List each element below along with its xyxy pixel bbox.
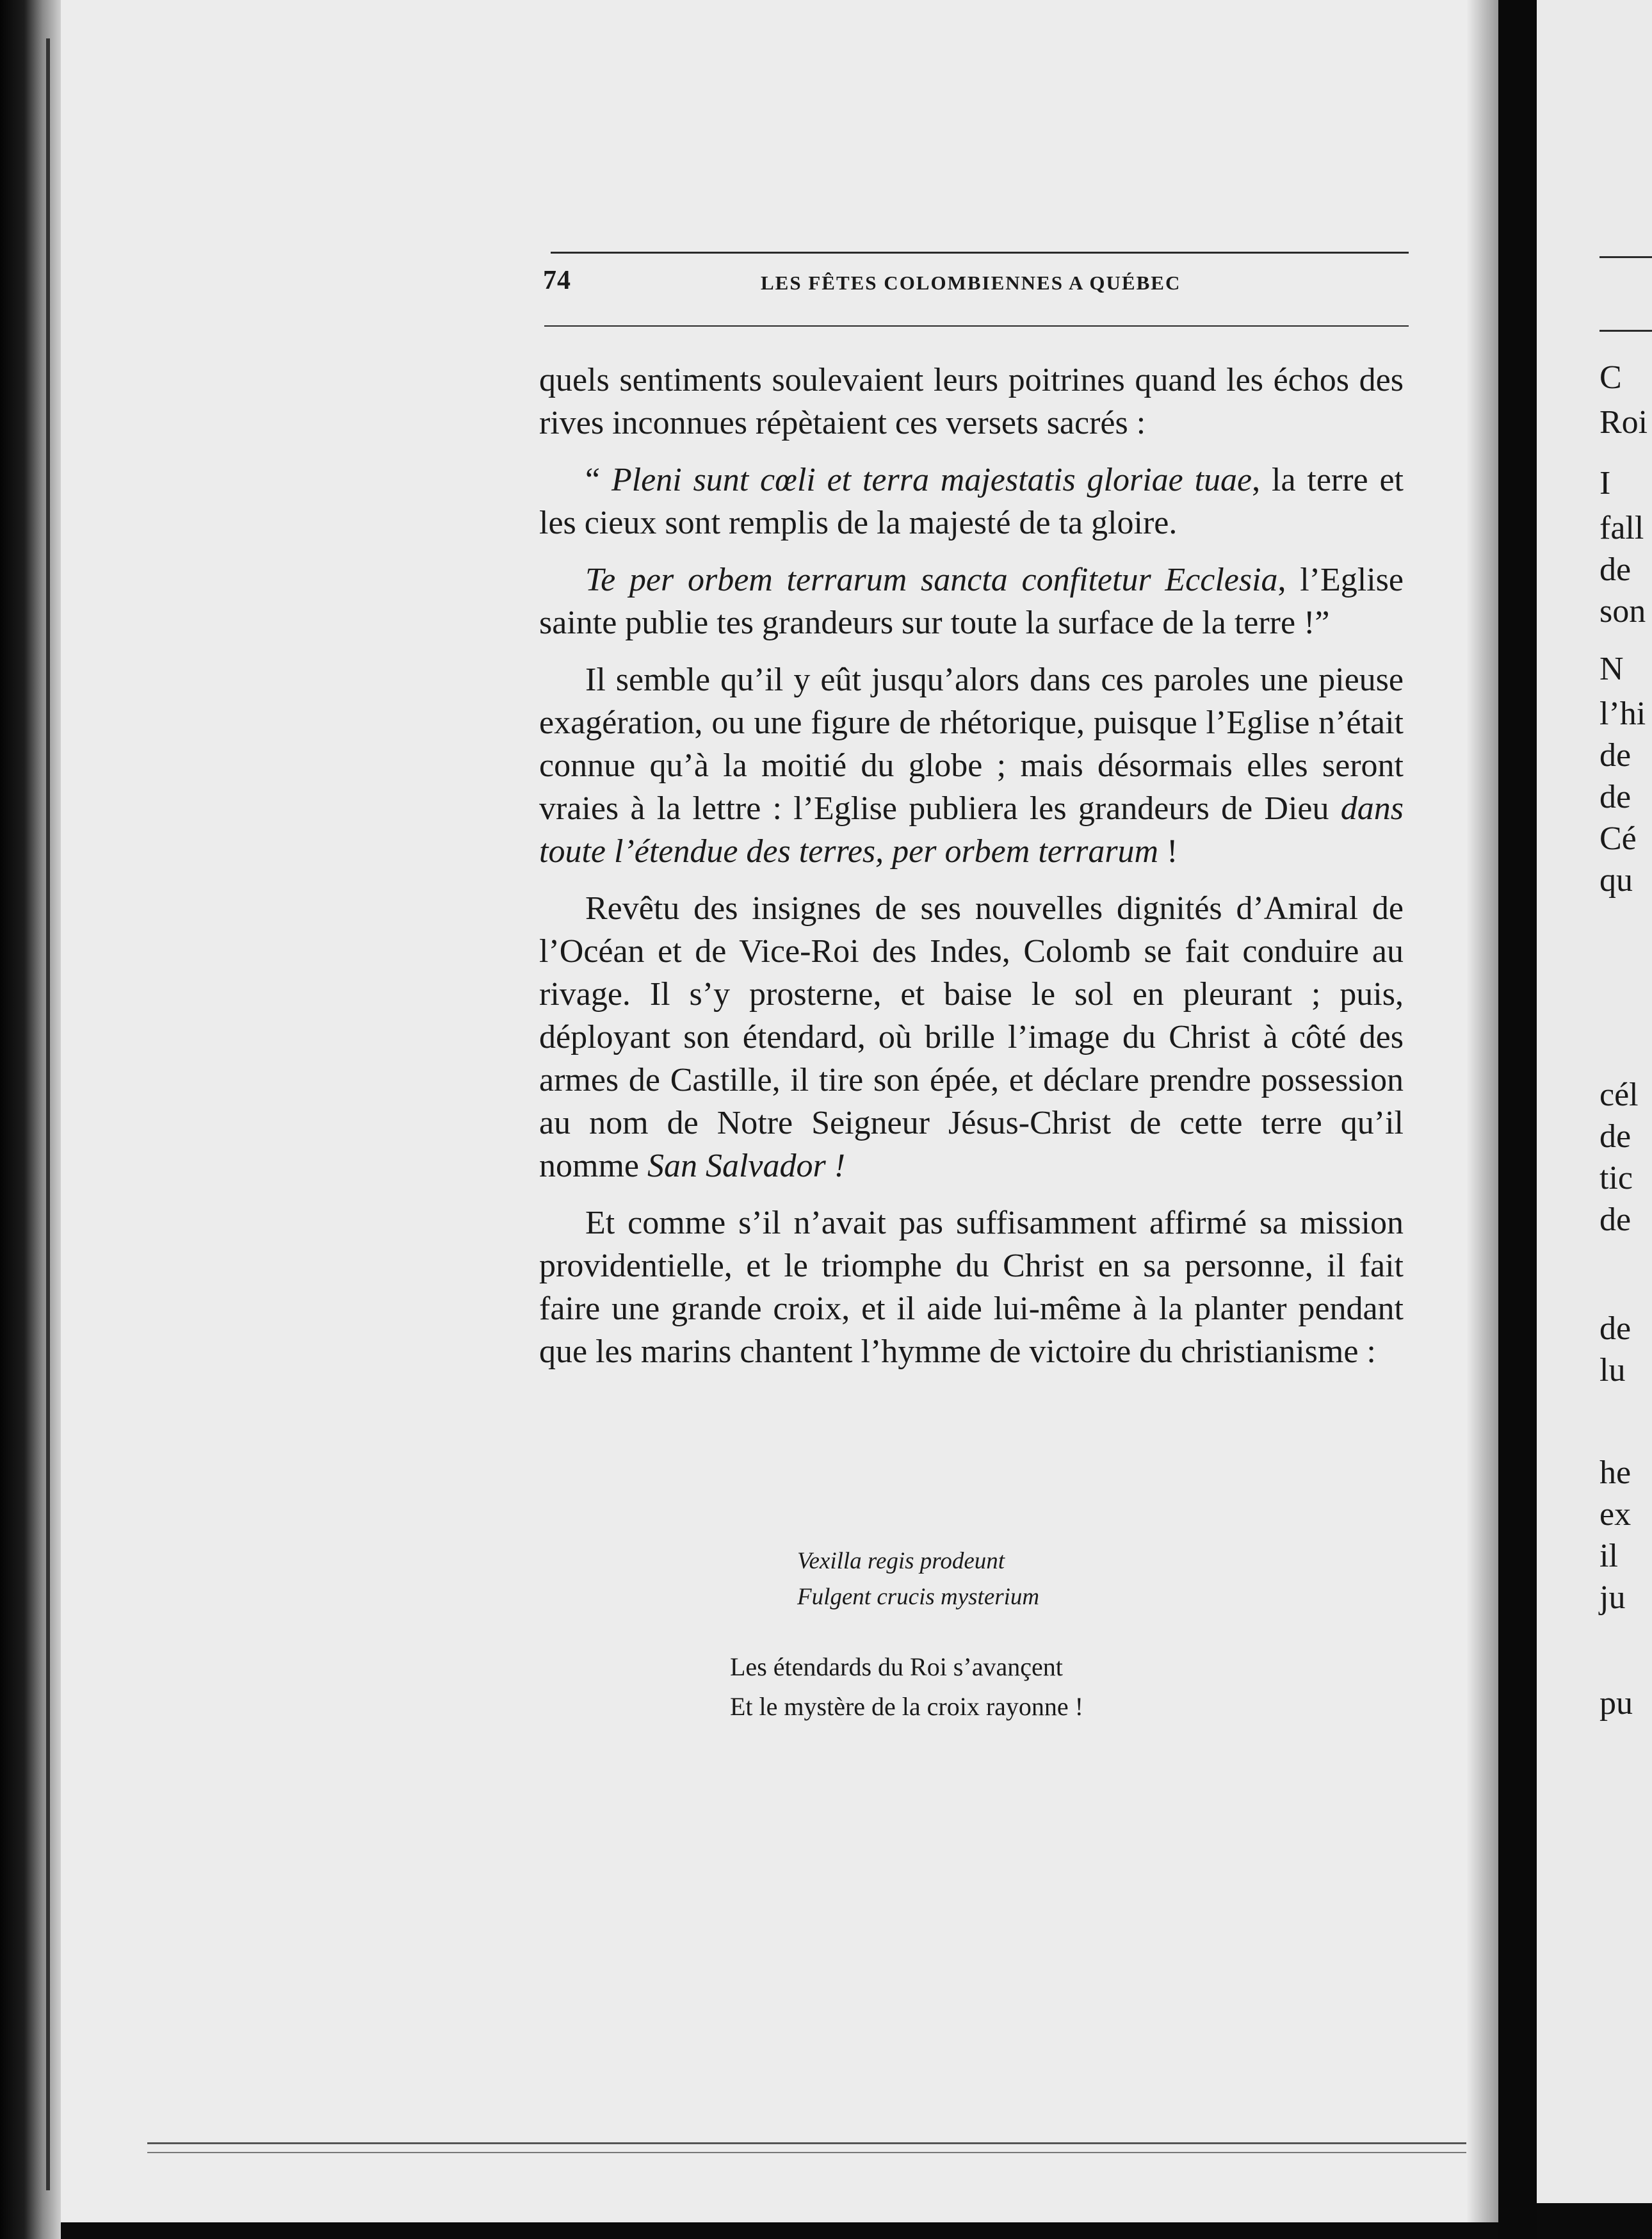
- italic-text: San Salvador !: [647, 1148, 846, 1184]
- header-rule-top: [551, 252, 1409, 254]
- paragraph: [539, 359, 1404, 444]
- facing-page-text: de: [1599, 1118, 1632, 1155]
- page-stack-edge: [46, 38, 50, 2190]
- text-run: !: [1158, 833, 1178, 870]
- facing-page-text: de: [1599, 1201, 1632, 1238]
- page-bottom-edge: [147, 2142, 1466, 2153]
- facing-page-rule: [1599, 256, 1652, 258]
- text-run: , la terre et les cieux sont remplis de la majesté de ta gloire.: [539, 462, 1404, 541]
- paragraph: [539, 459, 1404, 544]
- paragraph: [539, 1201, 1404, 1373]
- facing-page-text: pu: [1599, 1685, 1633, 1722]
- facing-page-text: de: [1599, 551, 1632, 588]
- facing-page-text: ju: [1599, 1579, 1626, 1616]
- facing-page-text: l’hi: [1599, 696, 1646, 732]
- facing-page-text: de: [1599, 779, 1632, 815]
- facing-page-text: C: [1599, 359, 1622, 396]
- page-fold-shadow: [1466, 0, 1498, 2222]
- facing-page-text: qu: [1599, 862, 1633, 899]
- header-rule-bottom: [544, 325, 1409, 327]
- italic-text: dans toute l’étendue des terres, per orbem terrarum: [539, 790, 1404, 870]
- paragraph: [539, 558, 1404, 644]
- paragraph: [539, 658, 1404, 873]
- text-run: “: [585, 462, 611, 498]
- facing-page-text: cél: [1599, 1077, 1639, 1113]
- facing-page-text: Cé: [1599, 820, 1637, 857]
- facing-page-text: tic: [1599, 1160, 1633, 1196]
- facing-page-text: de: [1599, 737, 1632, 774]
- running-title: LES FÊTES COLOMBIENNES A QUÉBEC: [761, 272, 1181, 294]
- facing-page-text: he: [1599, 1454, 1632, 1491]
- facing-page-text: I: [1599, 465, 1611, 501]
- facing-page-text: son: [1599, 593, 1646, 630]
- facing-page-text: lu: [1599, 1352, 1626, 1388]
- french-verse-line: Les étendards du Roi s’avançent: [730, 1652, 1063, 1681]
- text-run: Il semble qu’il y eût jusqu’alors dans ces paroles une pieuse exagération, ou une figure de rhétorique, puisque l’Eglise n’était connue qu’à la moitié du globe ; mais désormais elles seront vraies à la lettre : l’Eglise publiera les grandeurs de Dieu: [539, 662, 1404, 827]
- facing-page-text: ex: [1599, 1496, 1632, 1533]
- facing-page-text: fall: [1599, 510, 1644, 546]
- french-verse: [730, 1647, 1083, 1727]
- latin-verse: [797, 1543, 1039, 1615]
- page-number: 74: [543, 266, 571, 295]
- facing-page-text: Roi: [1599, 404, 1648, 441]
- facing-page-rule: [1599, 330, 1652, 332]
- latin-verse-line: Vexilla regis prodeunt: [797, 1548, 1005, 1574]
- paragraph: [539, 887, 1404, 1187]
- italic-text: Pleni sunt cœli et terra majestatis gloriae tuae: [611, 462, 1252, 498]
- body-text: [539, 359, 1404, 1387]
- facing-page-text: N: [1599, 651, 1624, 687]
- text-run: quels sentiments soulevaient leurs poitrines quand les échos des rives inconnues répètaient ces versets sacrés :: [539, 362, 1404, 441]
- latin-verse-line: Fulgent crucis mysterium: [797, 1584, 1040, 1610]
- facing-page-text: de: [1599, 1310, 1632, 1347]
- binding-gutter: [0, 0, 61, 2239]
- italic-text: Te per orbem terrarum sancta confitetur Ecclesia: [585, 562, 1278, 598]
- text-run: Et comme s’il n’avait pas suffisamment affirmé sa mission providentielle, et le triomphe du Christ en sa personne, il fait faire une grande croix, et il aide lui-même à la planter pendant que les marins chantent l’hymme de victoire du christianisme :: [539, 1205, 1404, 1370]
- book-gutter: [1498, 0, 1537, 2239]
- french-verse-line: Et le mystère de la croix rayonne !: [730, 1692, 1083, 1721]
- facing-page-text: il: [1599, 1538, 1618, 1574]
- text-run: , l’Eglise sainte publie tes grandeurs sur toute la surface de la terre !”: [539, 562, 1404, 641]
- text-run: Revêtu des insignes de ses nouvelles dignités d’Amiral de l’Océan et de Vice-Roi des Indes, Colomb se fait conduire au rivage. Il s’y prosterne, et baise le sol en pleurant ; puis, déployant son étendard, où brille l’image du Christ à côté des armes de Castille, il tire son épée, et déclare prendre possession au nom de Notre Seigneur Jésus-Christ de cette terre qu’il nomme: [539, 890, 1404, 1184]
